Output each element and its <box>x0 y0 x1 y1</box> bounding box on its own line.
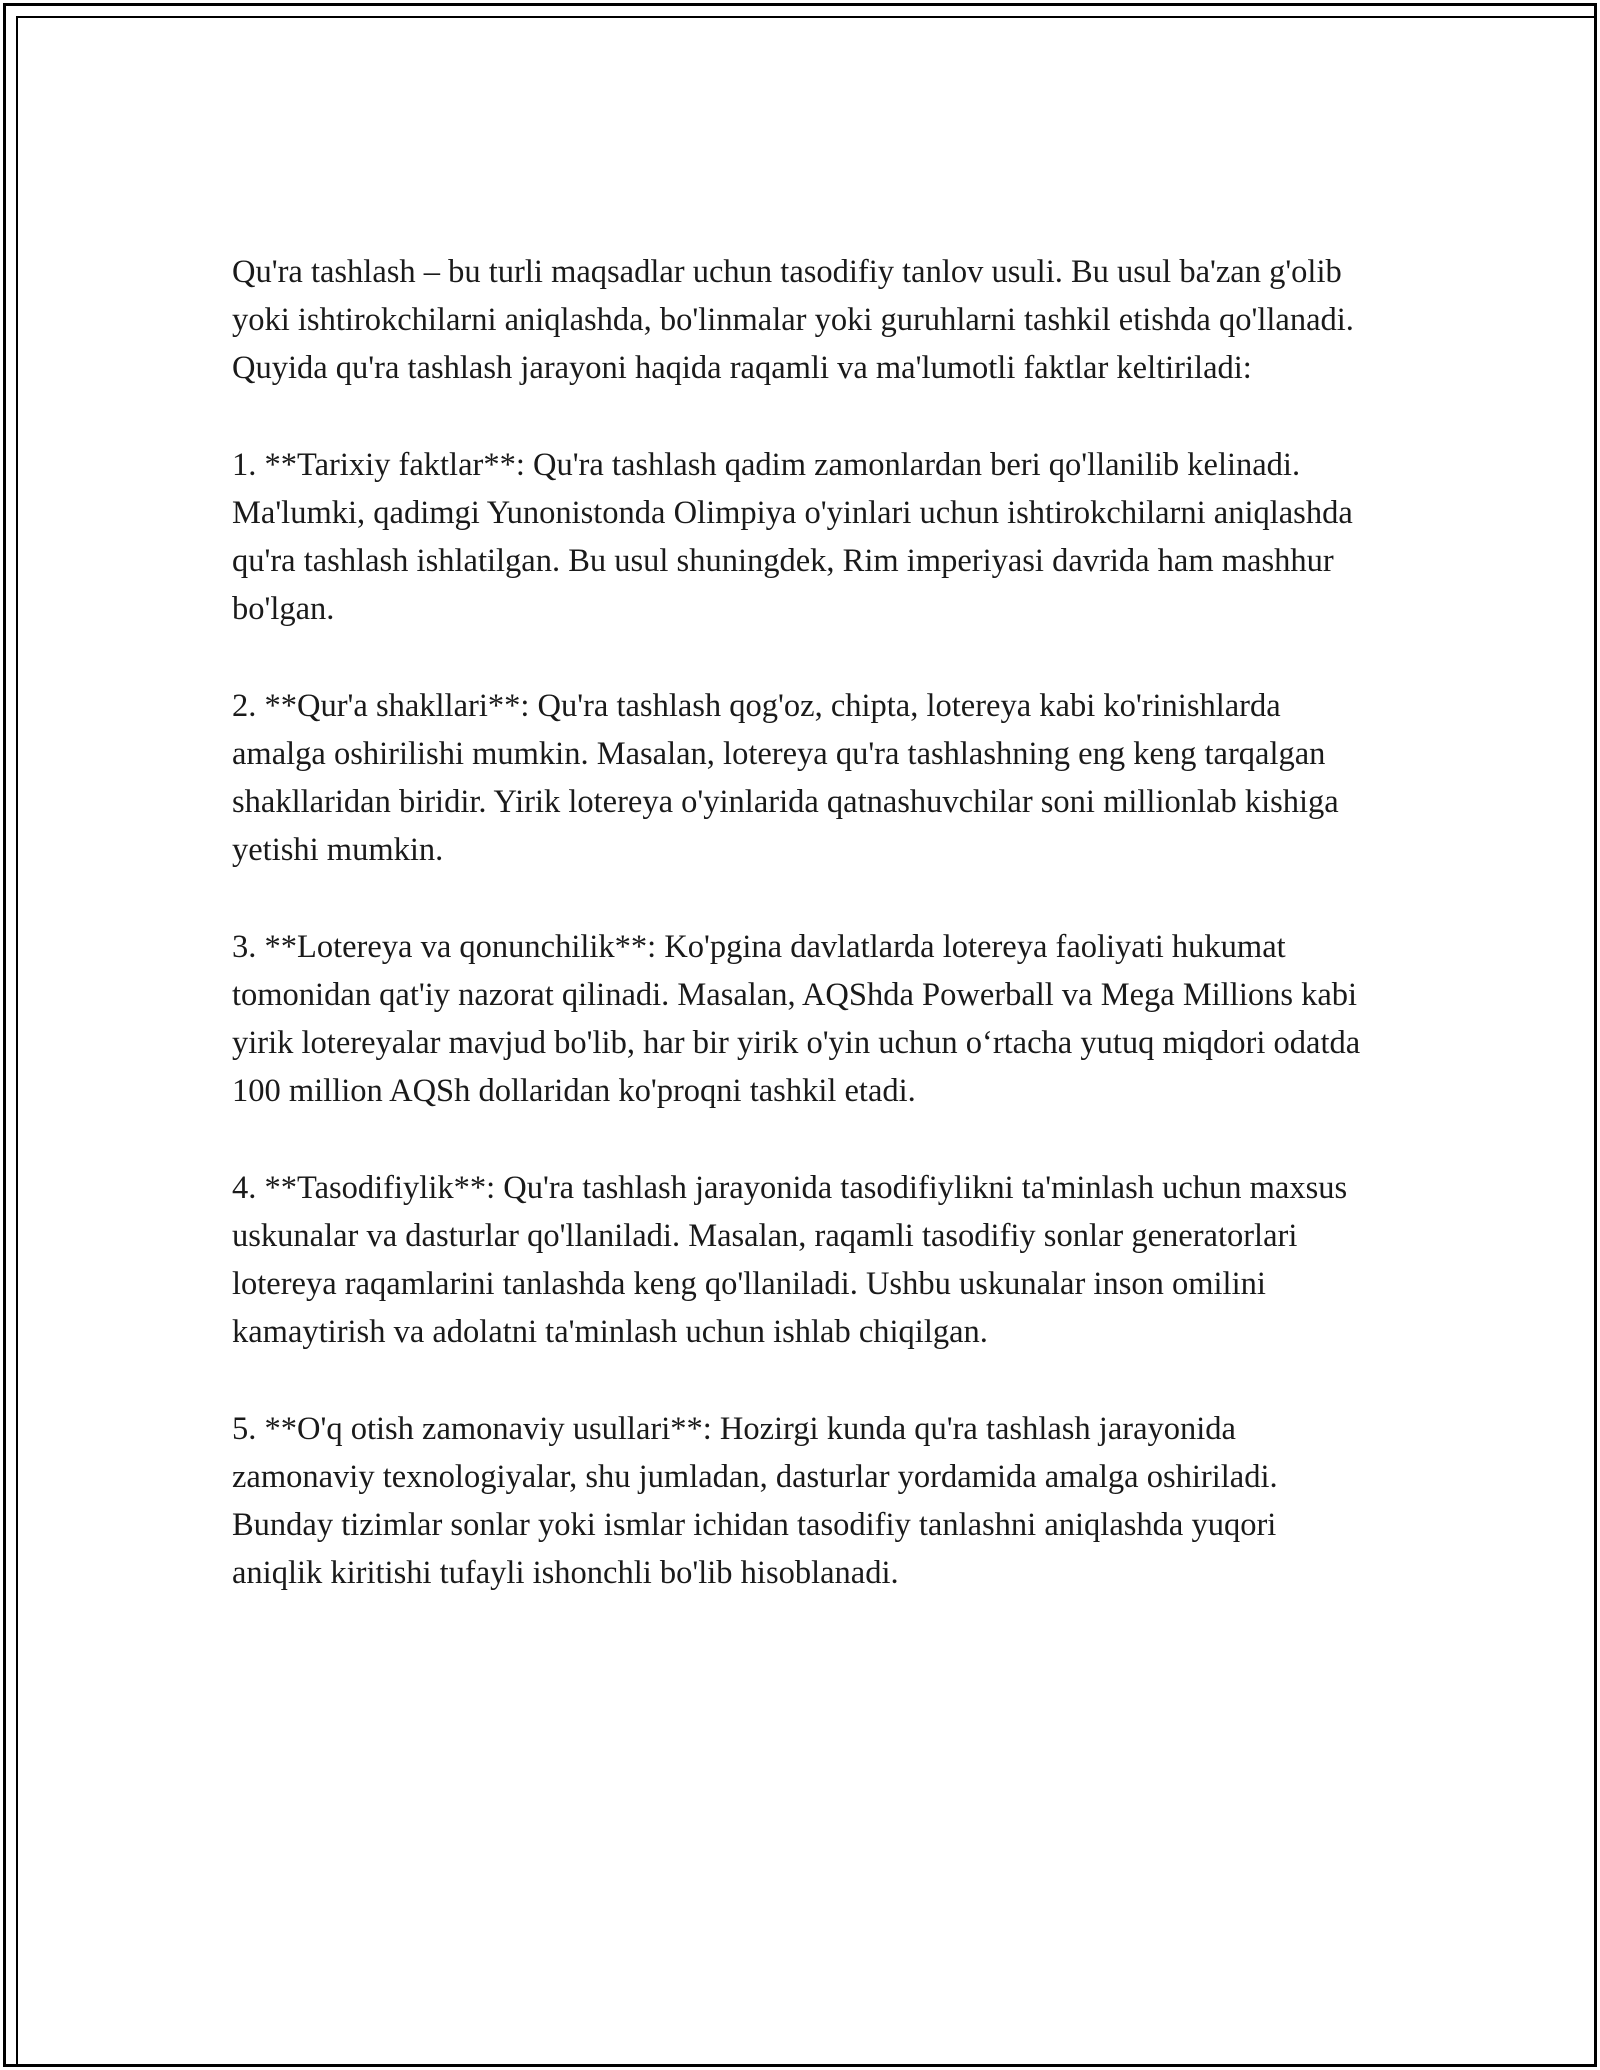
document-body <box>232 248 1372 1598</box>
fact-lottery-law-paragraph: 3. **Lotereya va qonunchilik**: Ko'pgina davlatlarda lotereya faoliyati hukumat tomonidan qat'iy nazorat qilinadi. Masalan, AQShda Powerball va Mega Millions kabi yirik lotereyalar mavjud bo'lib, har bir yirik o'yin uchun o‘rtacha yutuq miqdori odatda 100 million AQSh dollaridan ko'proqni tashkil etadi. <box>232 928 1361 1110</box>
fact-historical-paragraph: 1. **Tarixiy faktlar**: Qu'ra tashlash qadim zamonlardan beri qo'llanilib kelinadi. Ma'lumki, qadimgi Yunonistonda Olimpiya o'yinlari uchun ishtirokchilarni aniqlashda qu'ra tashlash ishlatilgan. Bu usul shuningdek, Rim imperiyasi davrida ham mashhur bo'lgan. <box>232 446 1353 628</box>
fact-randomness-paragraph: 4. **Tasodifiylik**: Qu'ra tashlash jarayonida tasodifiylikni ta'minlash uchun maxsus uskunalar va dasturlar qo'llaniladi. Masalan, raqamli tasodifiy sonlar generatorlari lotereya raqamlarini tanlashda keng qo'llaniladi. Ushbu uskunalar inson omilini kamaytirish va adolatni ta'minlash uchun ishlab chiqilgan. <box>232 1169 1348 1351</box>
fact-modern-methods-paragraph: 5. **O'q otish zamonaviy usullari**: Hozirgi kunda qu'ra tashlash jarayonida zamonaviy texnologiyalar, shu jumladan, dasturlar yordamida amalga oshiriladi. Bunday tizimlar sonlar yoki ismlar ichidan tasodifiy tanlashni aniqlashda yuqori aniqlik kiritishi tufayli ishonchli bo'lib hisoblanadi. <box>232 1410 1278 1592</box>
fact-forms-paragraph: 2. **Qur'a shakllari**: Qu'ra tashlash qog'oz, chipta, lotereya kabi ko'rinishlarda amalga oshirilishi mumkin. Masalan, lotereya qu'ra tashlashning eng keng tarqalgan shakllaridan biridir. Yirik lotereya o'yinlarida qatnashuvchilar soni millionlab kishiga yetishi mumkin. <box>232 687 1339 869</box>
intro-paragraph: Qu'ra tashlash – bu turli maqsadlar uchun tasodifiy tanlov usuli. Bu usul ba'zan g'olib yoki ishtirokchilarni aniqlashda, bo'linmalar yoki guruhlarni tashkil etishda qo'llanadi. Quyida qu'ra tashlash jarayoni haqida raqamli va ma'lumotli faktlar keltiriladi: <box>232 254 1354 387</box>
